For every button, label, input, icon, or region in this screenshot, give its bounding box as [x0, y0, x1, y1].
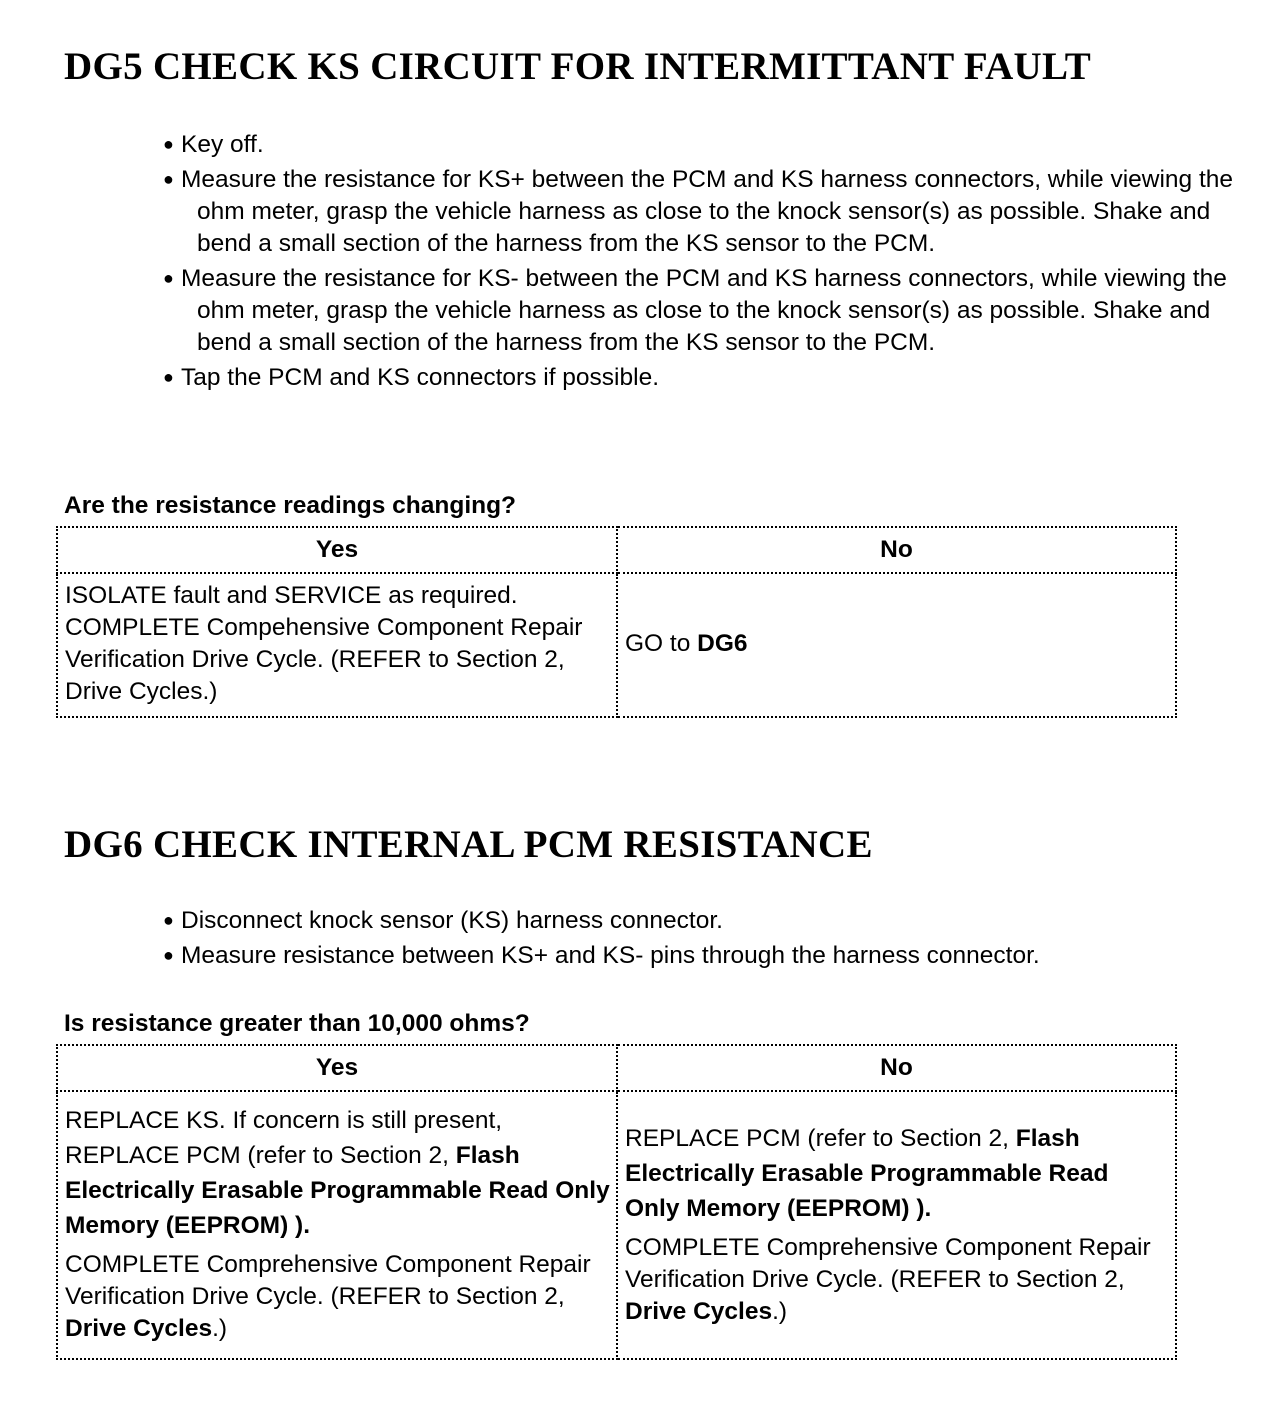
step-text: Measure the resistance for KS- between the PCM and KS harness connectors, while viewing the ohm meter, grasp the vehicle harness as close to the knock sensor(s) as possible. Shake and bend a small section of the harness from the KS sensor to the PCM.: [181, 265, 1227, 356]
bullet-icon: ●: [163, 367, 174, 387]
no-replace-paragraph: [625, 1121, 1169, 1226]
list-item: [145, 904, 1255, 937]
dg6-result-table: [56, 1044, 1177, 1360]
dg5-title: DG5 CHECK KS CIRCUIT FOR INTERMITTANT FAULT: [64, 45, 1092, 88]
flash-eeprom-link[interactable]: Flash Electrically Erasable Programmable Read Only Memory (EEPROM) ).: [65, 1142, 610, 1239]
yes-header: Yes: [57, 527, 617, 573]
no-header: No: [617, 1045, 1176, 1091]
no-cell: [617, 573, 1176, 717]
table-row: [57, 1091, 1176, 1359]
no-header: No: [617, 527, 1176, 573]
flash-eeprom-link[interactable]: Flash Electrically Erasable Programmable Read Only Memory (EEPROM) ).: [625, 1124, 1109, 1222]
table-header-row: [57, 1045, 1176, 1091]
dg6-title: DG6 CHECK INTERNAL PCM RESISTANCE: [64, 823, 873, 866]
complete-end: .): [212, 1315, 228, 1342]
dg5-step-list: [145, 128, 1255, 396]
bullet-icon: ●: [163, 910, 174, 930]
step-text: Key off.: [181, 131, 264, 158]
bullet-icon: ●: [163, 134, 174, 154]
no-line1: REPLACE PCM (refer to Section 2,: [625, 1124, 1016, 1152]
complete-text: COMPLETE Comprehensive Component Repair Verification Drive Cycle. (REFER to Section 2,: [625, 1233, 1151, 1293]
yes-line1: REPLACE KS. If concern is still present,: [65, 1107, 503, 1134]
list-item: [145, 262, 1255, 359]
yes-cell: ISOLATE fault and SERVICE as required. COMPLETE Compehensive Component Repair Verification Drive Cycle. (REFER to Section 2, Drive Cycles.): [57, 573, 617, 717]
no-complete-paragraph: [625, 1232, 1169, 1328]
dg6-link[interactable]: DG6: [697, 630, 748, 657]
complete-text: COMPLETE Comprehensive Component Repair Verification Drive Cycle. (REFER to Section 2,: [65, 1251, 591, 1310]
bullet-icon: ●: [163, 169, 174, 189]
yes-header: Yes: [57, 1045, 617, 1091]
list-item: [145, 163, 1255, 260]
table-header-row: [57, 527, 1176, 573]
step-text: Measure the resistance for KS+ between the PCM and KS harness connectors, while viewing the ohm meter, grasp the vehicle harness as close to the knock sensor(s) as possible. Shake and bend a small section of the harness from the KS sensor to the PCM.: [181, 166, 1234, 257]
no-cell: [617, 1091, 1176, 1359]
dg5-question: Are the resistance readings changing?: [64, 492, 517, 519]
yes-complete-paragraph: [65, 1249, 610, 1345]
bullet-icon: ●: [163, 945, 174, 965]
dg5-result-table: [56, 526, 1177, 718]
no-prefix: GO to: [625, 630, 698, 657]
step-text: Tap the PCM and KS connectors if possible.: [181, 364, 660, 391]
yes-replace-paragraph: [65, 1103, 610, 1243]
table-row: [57, 573, 1176, 717]
yes-cell: [57, 1091, 617, 1359]
step-text: Disconnect knock sensor (KS) harness connector.: [181, 907, 723, 934]
bullet-icon: ●: [163, 268, 174, 288]
drive-cycles-link[interactable]: Drive Cycles: [65, 1315, 213, 1342]
drive-cycles-link[interactable]: Drive Cycles: [625, 1297, 773, 1325]
list-item: [145, 128, 1255, 161]
dg6-step-list: [145, 904, 1255, 974]
yes-line2: REPLACE PCM (refer to Section 2,: [65, 1142, 456, 1169]
dg6-question: Is resistance greater than 10,000 ohms?: [64, 1010, 530, 1037]
list-item: [145, 939, 1255, 972]
step-text: Measure resistance between KS+ and KS- pins through the harness connector.: [181, 942, 1040, 969]
list-item: [145, 361, 1255, 394]
complete-end: .): [772, 1297, 788, 1325]
